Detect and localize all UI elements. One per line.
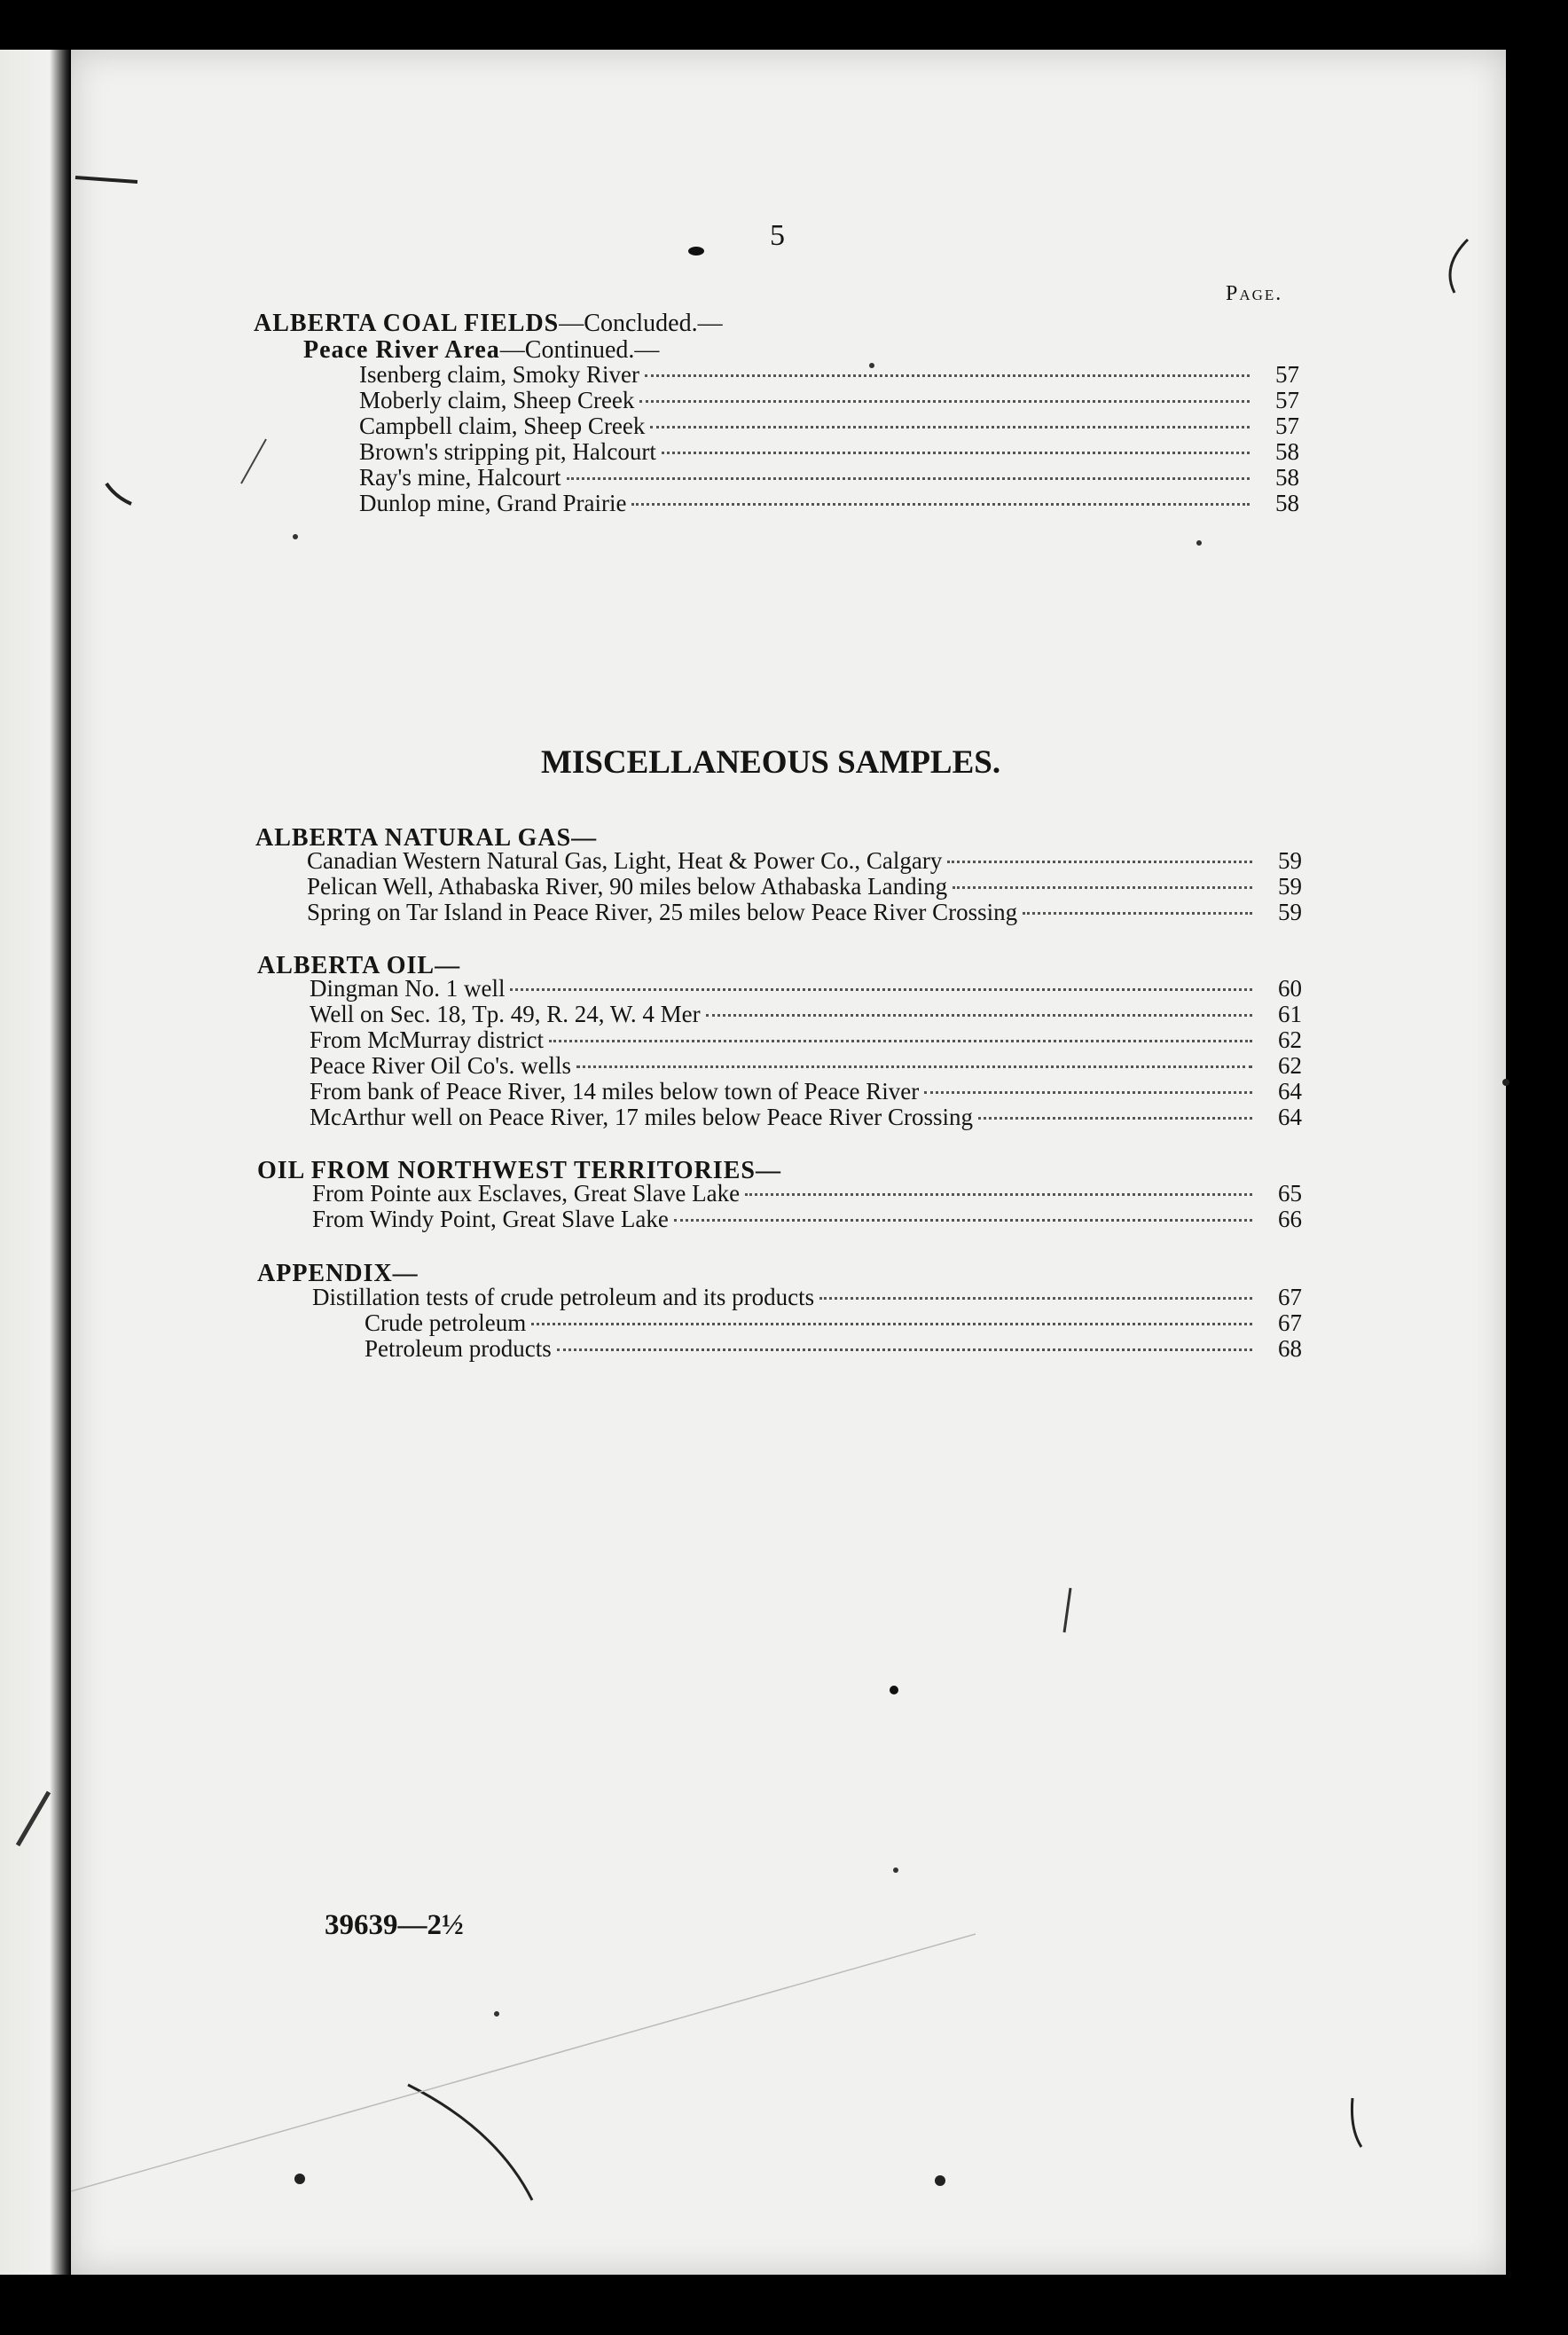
toc-entry-page: 65 bbox=[1278, 1180, 1302, 1207]
leader-dots bbox=[557, 1348, 1252, 1351]
toc-entry-title: McArthur well on Peace River, 17 miles below Peace River Crossing bbox=[310, 1104, 973, 1130]
toc-entry[interactable] bbox=[365, 1310, 1302, 1336]
toc-entry-title: From McMurray district bbox=[310, 1026, 544, 1053]
leader-dots bbox=[953, 886, 1252, 889]
toc-entry[interactable] bbox=[365, 1336, 1302, 1362]
peace-river-title: Peace River Area bbox=[303, 336, 500, 364]
coal-heading-title: ALBERTA COAL FIELDS bbox=[254, 310, 560, 337]
toc-entry[interactable] bbox=[359, 388, 1299, 413]
toc-entry-page: 61 bbox=[1278, 1001, 1302, 1027]
northwest-title: OIL FROM NORTHWEST TERRITORIES— bbox=[257, 1157, 781, 1184]
toc-entry-title: Isenberg claim, Smoky River bbox=[359, 361, 639, 388]
toc-entry[interactable] bbox=[312, 1207, 1302, 1232]
leader-dots bbox=[674, 1219, 1252, 1222]
leader-dots bbox=[639, 400, 1250, 403]
leader-dots bbox=[819, 1297, 1252, 1300]
natural-gas-title: ALBERTA NATURAL GAS— bbox=[255, 824, 598, 852]
toc-entry-title: Spring on Tar Island in Peace River, 25 miles below Peace River Crossing bbox=[307, 899, 1018, 925]
toc-entry[interactable] bbox=[359, 362, 1299, 388]
toc-entry-title: Pelican Well, Athabaska River, 90 miles below Athabaska Landing bbox=[307, 873, 948, 900]
toc-entry-title: From Windy Point, Great Slave Lake bbox=[312, 1206, 669, 1232]
peace-river-suffix: —Continued.— bbox=[499, 336, 660, 364]
leader-dots bbox=[650, 426, 1250, 428]
toc-entry[interactable] bbox=[310, 1053, 1302, 1079]
toc-entry-page: 60 bbox=[1278, 975, 1302, 1002]
leader-dots bbox=[947, 861, 1252, 863]
toc-entry[interactable] bbox=[307, 848, 1302, 874]
toc-entry-page: 68 bbox=[1278, 1335, 1302, 1362]
toc-entry-title: Moberly claim, Sheep Creek bbox=[359, 387, 635, 413]
page-column-label: Page. bbox=[1226, 282, 1283, 305]
print-code: 39639—2½ bbox=[325, 1909, 464, 1941]
toc-entry-page: 57 bbox=[1275, 361, 1299, 388]
toc-entry-title: Dunlop mine, Grand Prairie bbox=[359, 490, 627, 516]
toc-entry-page: 59 bbox=[1278, 873, 1302, 900]
leader-dots bbox=[645, 374, 1250, 377]
toc-entry-title: From Pointe aux Esclaves, Great Slave Lake bbox=[312, 1180, 741, 1207]
toc-entry-page: 67 bbox=[1278, 1284, 1302, 1310]
alberta-oil-title: ALBERTA OIL— bbox=[257, 952, 461, 979]
toc-entry[interactable] bbox=[307, 874, 1302, 900]
toc-entry-title: Distillation tests of crude petroleum and its products bbox=[312, 1284, 815, 1310]
toc-entry-title: From bank of Peace River, 14 miles below town of Peace River bbox=[310, 1078, 920, 1105]
leader-dots bbox=[576, 1065, 1252, 1068]
peace-river-subheading bbox=[303, 337, 659, 364]
toc-entry-page: 66 bbox=[1278, 1206, 1302, 1232]
toc-entry-page: 58 bbox=[1275, 438, 1299, 465]
toc-entry-title: Well on Sec. 18, Tp. 49, R. 24, W. 4 Mer bbox=[310, 1001, 701, 1027]
toc-entry[interactable] bbox=[307, 900, 1302, 925]
leader-dots bbox=[510, 988, 1252, 991]
toc-entry-title: Ray's mine, Halcourt bbox=[359, 464, 561, 491]
leader-dots bbox=[924, 1091, 1252, 1094]
leader-dots bbox=[549, 1040, 1252, 1042]
toc-entry[interactable] bbox=[359, 465, 1299, 491]
toc-entry[interactable] bbox=[312, 1181, 1302, 1207]
leader-dots bbox=[631, 503, 1250, 506]
leader-dots bbox=[706, 1014, 1252, 1017]
leader-dots bbox=[531, 1323, 1252, 1325]
toc-entry-page: 59 bbox=[1278, 899, 1302, 925]
toc-entry-title: Peace River Oil Co's. wells bbox=[310, 1052, 572, 1079]
toc-entry[interactable] bbox=[310, 976, 1302, 1002]
toc-entry-page: 58 bbox=[1275, 464, 1299, 491]
coal-section-heading bbox=[254, 311, 723, 337]
toc-entry-page: 62 bbox=[1278, 1026, 1302, 1053]
toc-entry-page: 67 bbox=[1278, 1309, 1302, 1336]
toc-entry-title: Dingman No. 1 well bbox=[310, 975, 506, 1002]
toc-entry-title: Petroleum products bbox=[365, 1335, 552, 1362]
leader-dots bbox=[1023, 912, 1252, 915]
toc-entry[interactable] bbox=[310, 1002, 1302, 1027]
toc-entry[interactable] bbox=[312, 1285, 1302, 1310]
appendix-title: APPENDIX— bbox=[257, 1260, 419, 1287]
toc-entry[interactable] bbox=[310, 1027, 1302, 1053]
toc-entry-title: Brown's stripping pit, Halcourt bbox=[359, 438, 656, 465]
misc-samples-heading: MISCELLANEOUS SAMPLES. bbox=[541, 744, 1001, 781]
toc-entry-page: 64 bbox=[1278, 1104, 1302, 1130]
toc-entry-page: 57 bbox=[1275, 387, 1299, 413]
leader-dots bbox=[662, 452, 1250, 454]
toc-entry[interactable] bbox=[359, 413, 1299, 439]
leader-dots bbox=[978, 1117, 1252, 1120]
toc-entry-title: Campbell claim, Sheep Creek bbox=[359, 413, 646, 439]
book-spine-edge bbox=[0, 50, 71, 2275]
toc-entry[interactable] bbox=[310, 1105, 1302, 1130]
leader-dots bbox=[745, 1193, 1252, 1196]
toc-entry-page: 57 bbox=[1275, 413, 1299, 439]
toc-entry-page: 64 bbox=[1278, 1078, 1302, 1105]
page-number: 5 bbox=[770, 219, 785, 252]
coal-heading-suffix: —Concluded.— bbox=[559, 310, 723, 337]
toc-entry-page: 62 bbox=[1278, 1052, 1302, 1079]
leader-dots bbox=[567, 477, 1250, 480]
toc-entry[interactable] bbox=[310, 1079, 1302, 1105]
toc-entry[interactable] bbox=[359, 491, 1299, 516]
toc-entry-title: Crude petroleum bbox=[365, 1309, 527, 1336]
toc-entry-title: Canadian Western Natural Gas, Light, Heat & Power Co., Calgary bbox=[307, 847, 943, 874]
toc-entry-page: 59 bbox=[1278, 847, 1302, 874]
toc-entry[interactable] bbox=[359, 439, 1299, 465]
toc-entry-page: 58 bbox=[1275, 490, 1299, 516]
